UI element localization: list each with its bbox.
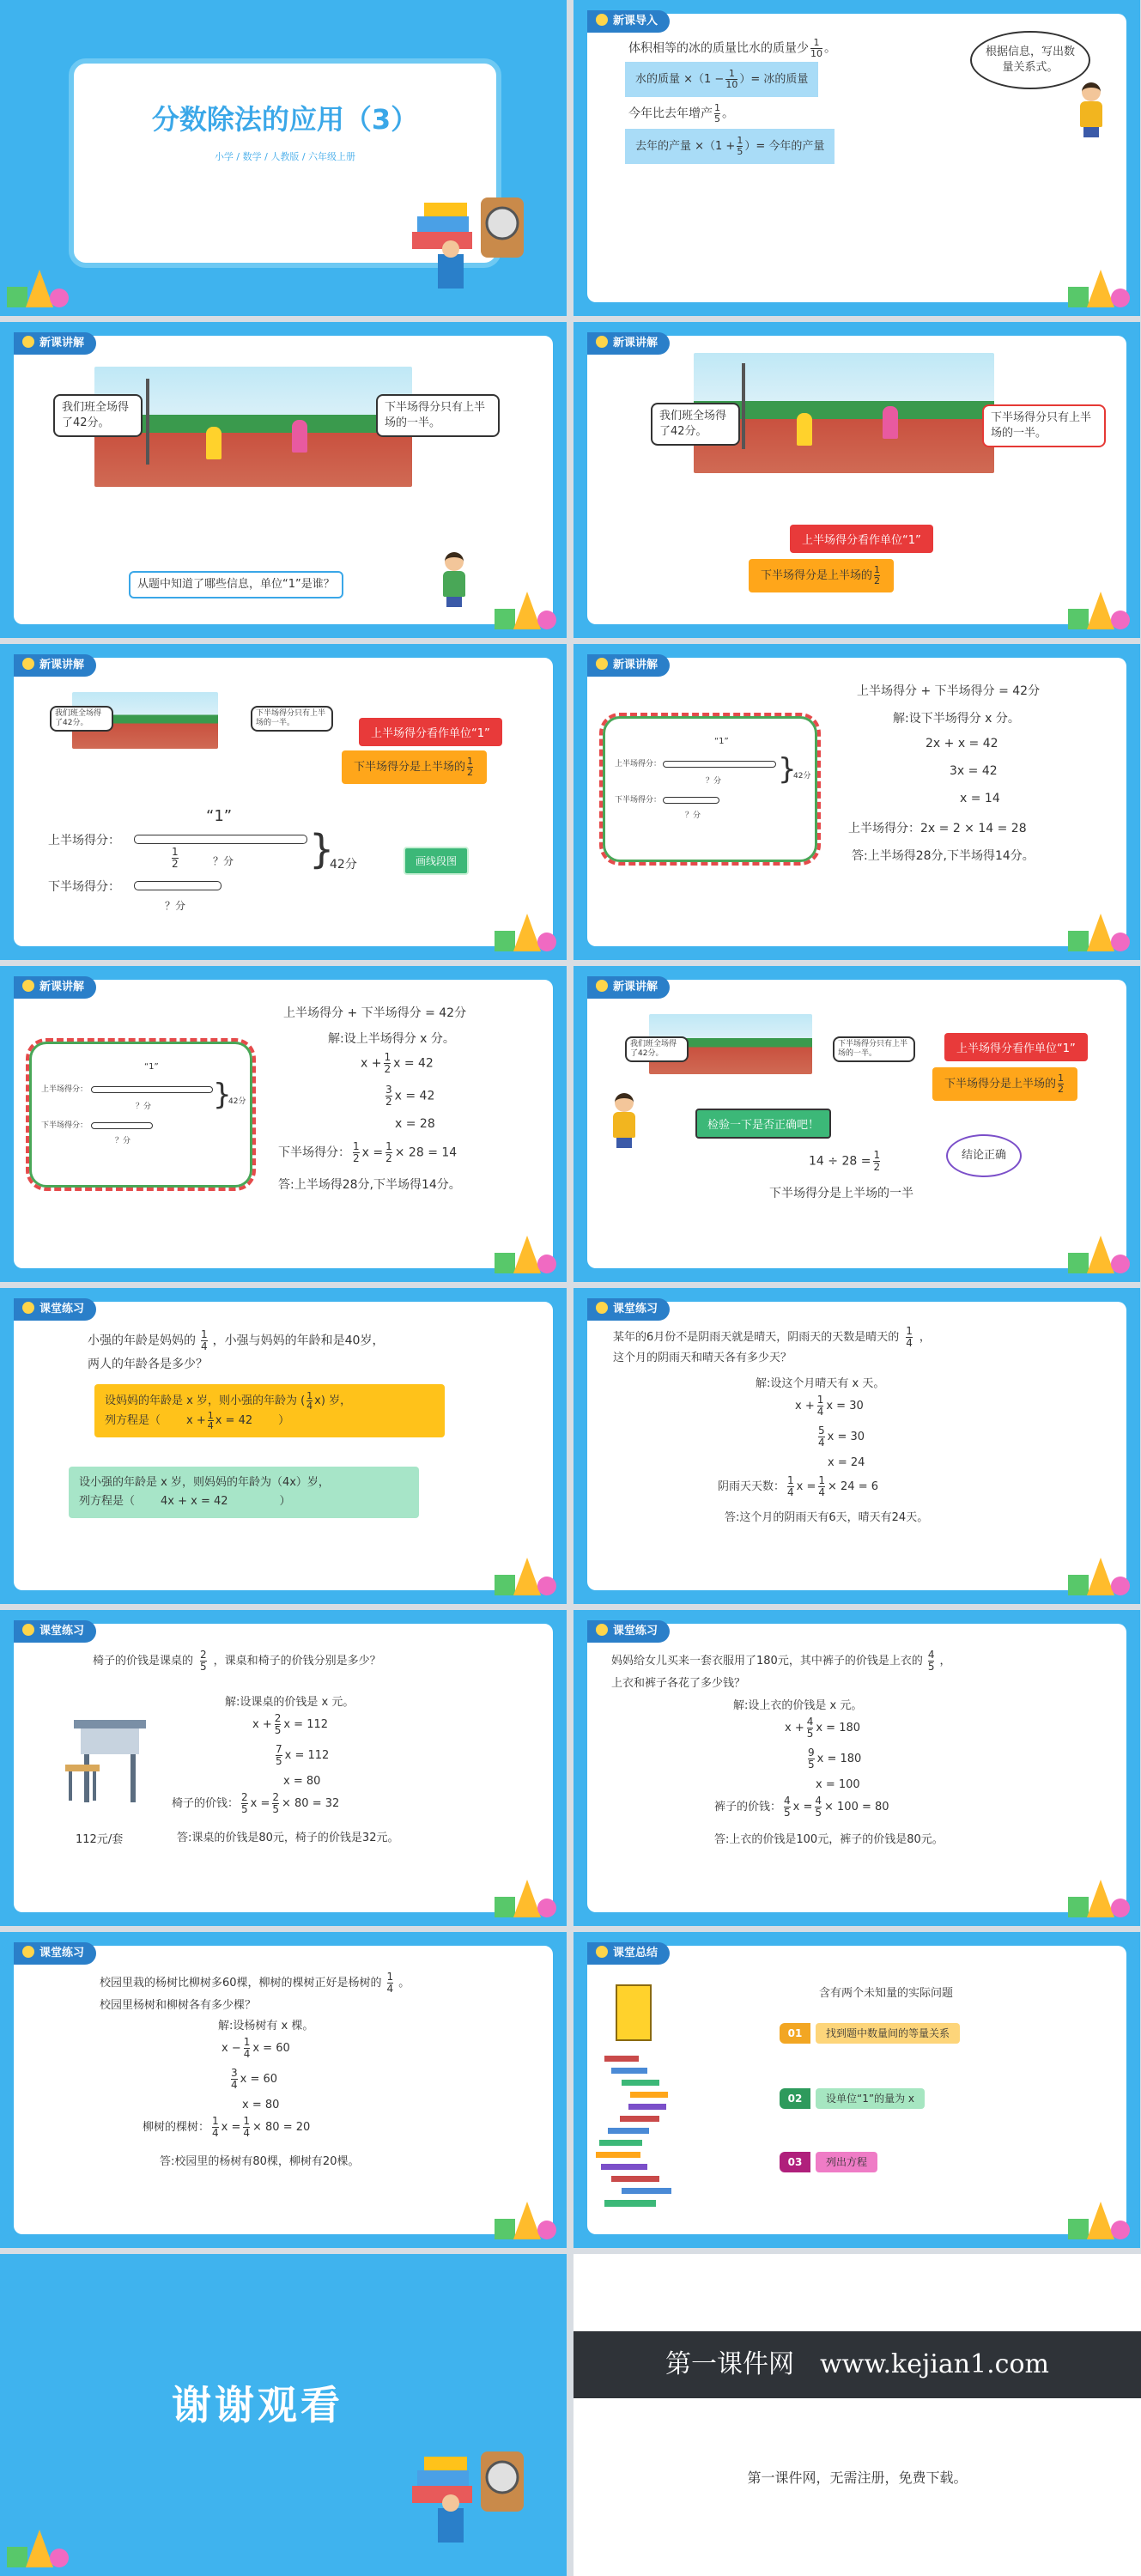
question: 妈妈给女儿买来一套衣服用了180元，其中裤子的价钱是上衣的 $\frac{4}{5}$ ， xyxy=(611,1649,951,1673)
mini-upper-label: 上半场得分： xyxy=(41,1085,88,1094)
speech-left: 我们班全场得了42分。 xyxy=(53,394,143,437)
mini-lower-segment xyxy=(91,1122,153,1129)
books-illustration xyxy=(404,172,549,309)
upper-label: 上半场得分： xyxy=(48,834,120,848)
summary-step-1 xyxy=(780,2023,960,2045)
equation-2: $\frac{7}{5}$ x = 112 xyxy=(276,1743,330,1767)
section-header: 新课讲解 xyxy=(587,976,670,999)
site-banner-text[interactable]: 第一课件网 www.kejian1.com xyxy=(665,2349,1049,2379)
corner-shapes xyxy=(7,261,70,307)
corner-shapes xyxy=(1068,2193,1132,2239)
corner-shapes xyxy=(1068,261,1132,307)
section-header: 课堂练习 xyxy=(14,1942,96,1965)
fraction-label: 下半场得分是上半场的 $\frac{1}{2}$ xyxy=(749,559,894,592)
step-label: 找到题中数量间的等量关系 xyxy=(816,2023,960,2044)
set-price: 112元/套 xyxy=(76,1833,124,1846)
slide-intro xyxy=(574,0,1140,316)
equation-2: $\frac{5}{4}$ x = 30 xyxy=(818,1425,865,1449)
equation-2: $\frac{9}{5}$ x = 180 xyxy=(808,1747,862,1771)
lower-label: 下半场得分： xyxy=(48,880,120,894)
speech-right: 下半场得分只有上半场的一半。 xyxy=(833,1036,915,1062)
method-one-box: 设妈妈的年龄是 x 岁，则小强的年龄为 ( $\frac{1}{4}$ x) 岁， 列方程是（ x + $\frac{1}{4}$ x = 42 ） xyxy=(94,1384,445,1437)
equation-3: x = 80 xyxy=(283,1775,321,1788)
slide-lesson-6 xyxy=(574,966,1140,1282)
relation-box-2: 去年的产量 ×（1 + $\frac{1}{5}$ ）= 今年的产量 xyxy=(625,129,835,164)
mini-lower-label: 下半场得分： xyxy=(41,1121,88,1130)
equation-3: x = 80 xyxy=(242,2099,280,2111)
slide-practice-3 xyxy=(0,1610,567,1926)
step-number: 01 xyxy=(780,2023,810,2044)
method-two-box: 设小强的年龄是 x 岁，则妈妈的年龄为（4x）岁， 列方程是（ 4x + x = 42 ） xyxy=(69,1467,419,1518)
slide-lesson-4 xyxy=(574,644,1140,960)
question: 校园里栽的杨树比柳树多60棵，柳树的棵树正好是杨树的 $\frac{1}{4}$ 。 xyxy=(100,1971,410,1995)
slide-practice-1 xyxy=(0,1288,567,1604)
check-note: 下半场得分是上半场的一半 xyxy=(769,1187,913,1200)
let-statement: 解:设这个月晴天有 x 天。 xyxy=(756,1377,885,1390)
question-line-2: 这个月的阴雨天和晴天各有多少天？ xyxy=(613,1352,792,1364)
corner-shapes xyxy=(495,1549,558,1595)
equation-2: $\frac{3}{4}$ x = 60 xyxy=(231,2067,278,2091)
question-line-2: 上衣和裤子各花了多少钱？ xyxy=(611,1677,746,1690)
unit-one-label: 上半场得分看作单位“1” xyxy=(359,718,502,746)
section-header: 新课讲解 xyxy=(14,654,96,677)
equation-title: 上半场得分 + 下半场得分 = 42分 xyxy=(857,684,1041,698)
desk-chair-illustration xyxy=(62,1715,156,1809)
unit-one-label: 上半场得分看作单位“1” xyxy=(944,1033,1088,1061)
mini-unit-label: “1” xyxy=(714,737,729,746)
equation-title: 上半场得分 + 下半场得分 = 42分 xyxy=(283,1006,467,1020)
question: 椅子的价钱是课桌的 $\frac{2}{5}$ ，课桌和椅子的价钱分别是多少？ xyxy=(93,1649,381,1673)
summary-step-2 xyxy=(780,2088,925,2111)
step-number: 03 xyxy=(780,2152,810,2172)
mini-upper-segment xyxy=(91,1086,213,1093)
corner-shapes xyxy=(495,1227,558,1273)
cover-title: 分数除法的应用（3） xyxy=(151,103,419,136)
let-statement: 解:设上衣的价钱是 x 元。 xyxy=(733,1699,863,1712)
slide-cover xyxy=(0,0,567,316)
corner-shapes xyxy=(1068,905,1132,951)
books-illustration xyxy=(404,2426,549,2563)
lower-unknown: ？分 xyxy=(165,900,186,912)
mini-brace: } xyxy=(213,1078,232,1112)
answer: 答:上半场得28分,下半场得14分。 xyxy=(852,849,1035,863)
section-header: 课堂总结 xyxy=(587,1942,670,1965)
speech-left: 我们班全场得了42分。 xyxy=(625,1036,689,1062)
site-panel xyxy=(574,2254,1141,2576)
unit-one-label: 上半场得分看作单位“1” xyxy=(790,525,933,553)
step-number: 02 xyxy=(780,2088,810,2109)
lower-score-line: 下半场得分： $\frac{1}{2}$ x = $\frac{1}{2}$ × 28 = 14 xyxy=(278,1140,458,1164)
site-footer: 第一课件网，无需注册，免费下载。 xyxy=(747,2470,968,2486)
question-line-2: 两人的年龄各是多少？ xyxy=(88,1358,208,1371)
equation-3: x = 24 xyxy=(828,1456,865,1469)
fraction-label: 下半场得分是上半场的 $\frac{1}{2}$ xyxy=(932,1067,1077,1101)
let-statement: 解:设下半场得分 x 分。 xyxy=(893,712,1020,726)
willow-count-line: 柳树的棵树： $\frac{1}{4}$ x = $\frac{1}{4}$ × 80 = 20 xyxy=(143,2115,311,2139)
lower-segment xyxy=(134,881,222,890)
let-statement: 解:设杨树有 x 棵。 xyxy=(218,2020,314,2032)
corner-shapes xyxy=(495,2193,558,2239)
upper-segment xyxy=(134,835,307,844)
section-header: 课堂练习 xyxy=(14,1298,96,1321)
brace: } xyxy=(309,826,335,872)
equation-2: 3x = 42 xyxy=(950,764,998,778)
speech-right: 下半场得分只有上半场的一半。 xyxy=(982,404,1106,447)
answer: 答:校园里的杨树有80棵，柳树有20棵。 xyxy=(160,2155,360,2168)
ice-statement: 体积相等的冰的质量比水的质量少 $\frac{1}{10}$ 。 xyxy=(628,37,836,59)
equation-3: x = 14 xyxy=(960,792,1000,805)
thanks-title: 谢谢观看 xyxy=(172,2382,343,2428)
mini-total: 42分 xyxy=(228,1097,246,1106)
check-bubble: 检验一下是否正确吧！ xyxy=(695,1109,831,1139)
relation-box-1: 水的质量 ×（1 − $\frac{1}{10}$ ）= 冰的质量 xyxy=(625,62,818,97)
section-header: 新课讲解 xyxy=(587,332,670,355)
equation-3: x = 28 xyxy=(395,1117,435,1131)
answer: 答:这个月的阴雨天有6天，晴天有24天。 xyxy=(725,1511,929,1524)
teacher-figure xyxy=(440,552,469,607)
corner-shapes xyxy=(495,905,558,951)
total-score: 42分 xyxy=(330,858,357,872)
line-diagram-frame xyxy=(599,713,821,866)
slide-lesson-1 xyxy=(0,322,567,638)
slide-summary xyxy=(574,1932,1140,2248)
speech-left: 我们班全场得了42分。 xyxy=(50,706,113,732)
mini-unit-label: “1” xyxy=(144,1062,159,1072)
corner-shapes xyxy=(1068,1871,1132,1917)
slide-practice-2 xyxy=(574,1288,1140,1604)
corner-shapes xyxy=(495,583,558,629)
teacher-figure xyxy=(1077,82,1106,137)
slide-lesson-5 xyxy=(0,966,567,1282)
corner-shapes xyxy=(1068,1227,1132,1273)
answer: 答:上半场得28分,下半场得14分。 xyxy=(278,1178,461,1192)
fraction-label: 下半场得分是上半场的 $\frac{1}{2}$ xyxy=(342,750,487,784)
cover-subtitle: 小学 / 数学 / 人教版 / 六年级上册 xyxy=(214,151,356,162)
answer: 答:上衣的价钱是100元，裤子的价钱是80元。 xyxy=(714,1833,944,1846)
mini-upper-label: 上半场得分： xyxy=(615,760,662,769)
summary-step-3 xyxy=(780,2152,877,2174)
corner-shapes xyxy=(7,2521,70,2567)
step-label: 设单位“1”的量为 x xyxy=(816,2088,925,2109)
corner-shapes xyxy=(1068,583,1132,629)
stairs-door-illustration xyxy=(587,1980,682,2238)
equation-1: x + $\frac{1}{2}$ x = 42 xyxy=(361,1051,434,1075)
equation-1: x + $\frac{4}{5}$ x = 180 xyxy=(785,1716,861,1740)
slide-practice-4 xyxy=(574,1610,1140,1926)
mini-q2: ？分 xyxy=(115,1137,131,1145)
equation-1: x − $\frac{1}{4}$ x = 60 xyxy=(222,2036,290,2060)
conclusion-bubble: 结论正确 xyxy=(946,1134,1022,1177)
slide-practice-5 xyxy=(0,1932,567,2248)
let-statement: 解:设课桌的价钱是 x 元。 xyxy=(225,1696,355,1709)
question-bubble: 从题中知道了哪些信息，单位“1”是谁？ xyxy=(129,571,343,598)
half-fraction: 1 2 xyxy=(172,846,179,870)
slide-thanks xyxy=(0,2254,567,2576)
speech-right: 下半场得分只有上半场的一半。 xyxy=(251,706,333,732)
equation-1: x + $\frac{1}{4}$ x = 30 xyxy=(795,1394,864,1418)
summary-title: 含有两个未知量的实际问题 xyxy=(819,1987,954,2000)
section-header: 新课讲解 xyxy=(14,332,96,355)
upper-unknown: ？分 xyxy=(213,855,234,867)
pants-price-line: 裤子的价钱： $\frac{4}{5}$ x = $\frac{4}{5}$ × 100 = 80 xyxy=(714,1795,889,1819)
mini-q1: ？分 xyxy=(706,777,722,786)
section-header: 新课导入 xyxy=(587,10,670,33)
section-header: 课堂练习 xyxy=(14,1620,96,1643)
let-statement: 解:设上半场得分 x 分。 xyxy=(328,1032,455,1046)
rainy-days-line: 阴雨天天数： $\frac{1}{4}$ x = $\frac{1}{4}$ × 24 = 6 xyxy=(718,1474,879,1498)
equation-1: 2x + x = 42 xyxy=(926,737,998,750)
section-header: 课堂练习 xyxy=(587,1620,670,1643)
step-label: 列出方程 xyxy=(816,2152,877,2172)
corner-shapes xyxy=(495,1871,558,1917)
chair-price-line: 椅子的价钱： $\frac{2}{5}$ x = $\frac{2}{5}$ × 80 = 32 xyxy=(172,1791,340,1815)
section-header: 新课讲解 xyxy=(14,976,96,999)
equation-3: x = 100 xyxy=(816,1778,860,1791)
speech-left: 我们班全场得了42分。 xyxy=(651,403,740,446)
unit-one-mark: “1” xyxy=(206,807,233,825)
section-header: 课堂练习 xyxy=(587,1298,670,1321)
mini-q1: ？分 xyxy=(136,1103,152,1111)
site-banner xyxy=(574,2331,1141,2398)
line-diagram-frame xyxy=(26,1038,256,1191)
teacher-figure xyxy=(610,1093,639,1148)
mini-lower-label: 下半场得分： xyxy=(615,796,662,805)
section-header: 新课讲解 xyxy=(587,654,670,677)
slide-lesson-3 xyxy=(0,644,567,960)
question: 某年的6月份不是阴雨天就是晴天，阴雨天的天数是晴天的 $\frac{1}{4}$ ， xyxy=(613,1325,931,1349)
slide-lesson-2 xyxy=(574,322,1140,638)
question-line-2: 校园里杨树和柳树各有多少棵？ xyxy=(100,1999,257,2012)
equation-1: x + $\frac{2}{5}$ x = 112 xyxy=(252,1712,329,1736)
equation-2: $\frac{3}{2}$ x = 42 xyxy=(385,1084,435,1108)
mini-total: 42分 xyxy=(793,772,811,781)
upper-score-line: 上半场得分：2x = 2 × 14 = 28 xyxy=(848,822,1027,835)
mini-upper-segment xyxy=(663,761,776,768)
corner-shapes xyxy=(1068,1549,1132,1595)
mini-brace: } xyxy=(778,752,797,787)
yield-statement: 今年比去年增产 $\frac{1}{5}$ 。 xyxy=(628,102,734,125)
hint-bubble: 根据信息，写出数量关系式。 xyxy=(970,31,1090,89)
mini-lower-segment xyxy=(663,797,719,804)
speech-right: 下半场得分只有上半场的一半。 xyxy=(376,394,500,437)
mini-q2: ？分 xyxy=(685,811,701,820)
check-calculation: 14 ÷ 28 = $\frac{1}{2}$ xyxy=(809,1149,881,1173)
draw-line-diagram-button[interactable]: 画线段图 xyxy=(404,847,469,875)
answer: 答:课桌的价钱是80元，椅子的价钱是32元。 xyxy=(177,1832,399,1844)
question: 小强的年龄是妈妈的 $\frac{1}{4}$ ，小强与妈妈的年龄和是40岁， xyxy=(88,1328,385,1352)
